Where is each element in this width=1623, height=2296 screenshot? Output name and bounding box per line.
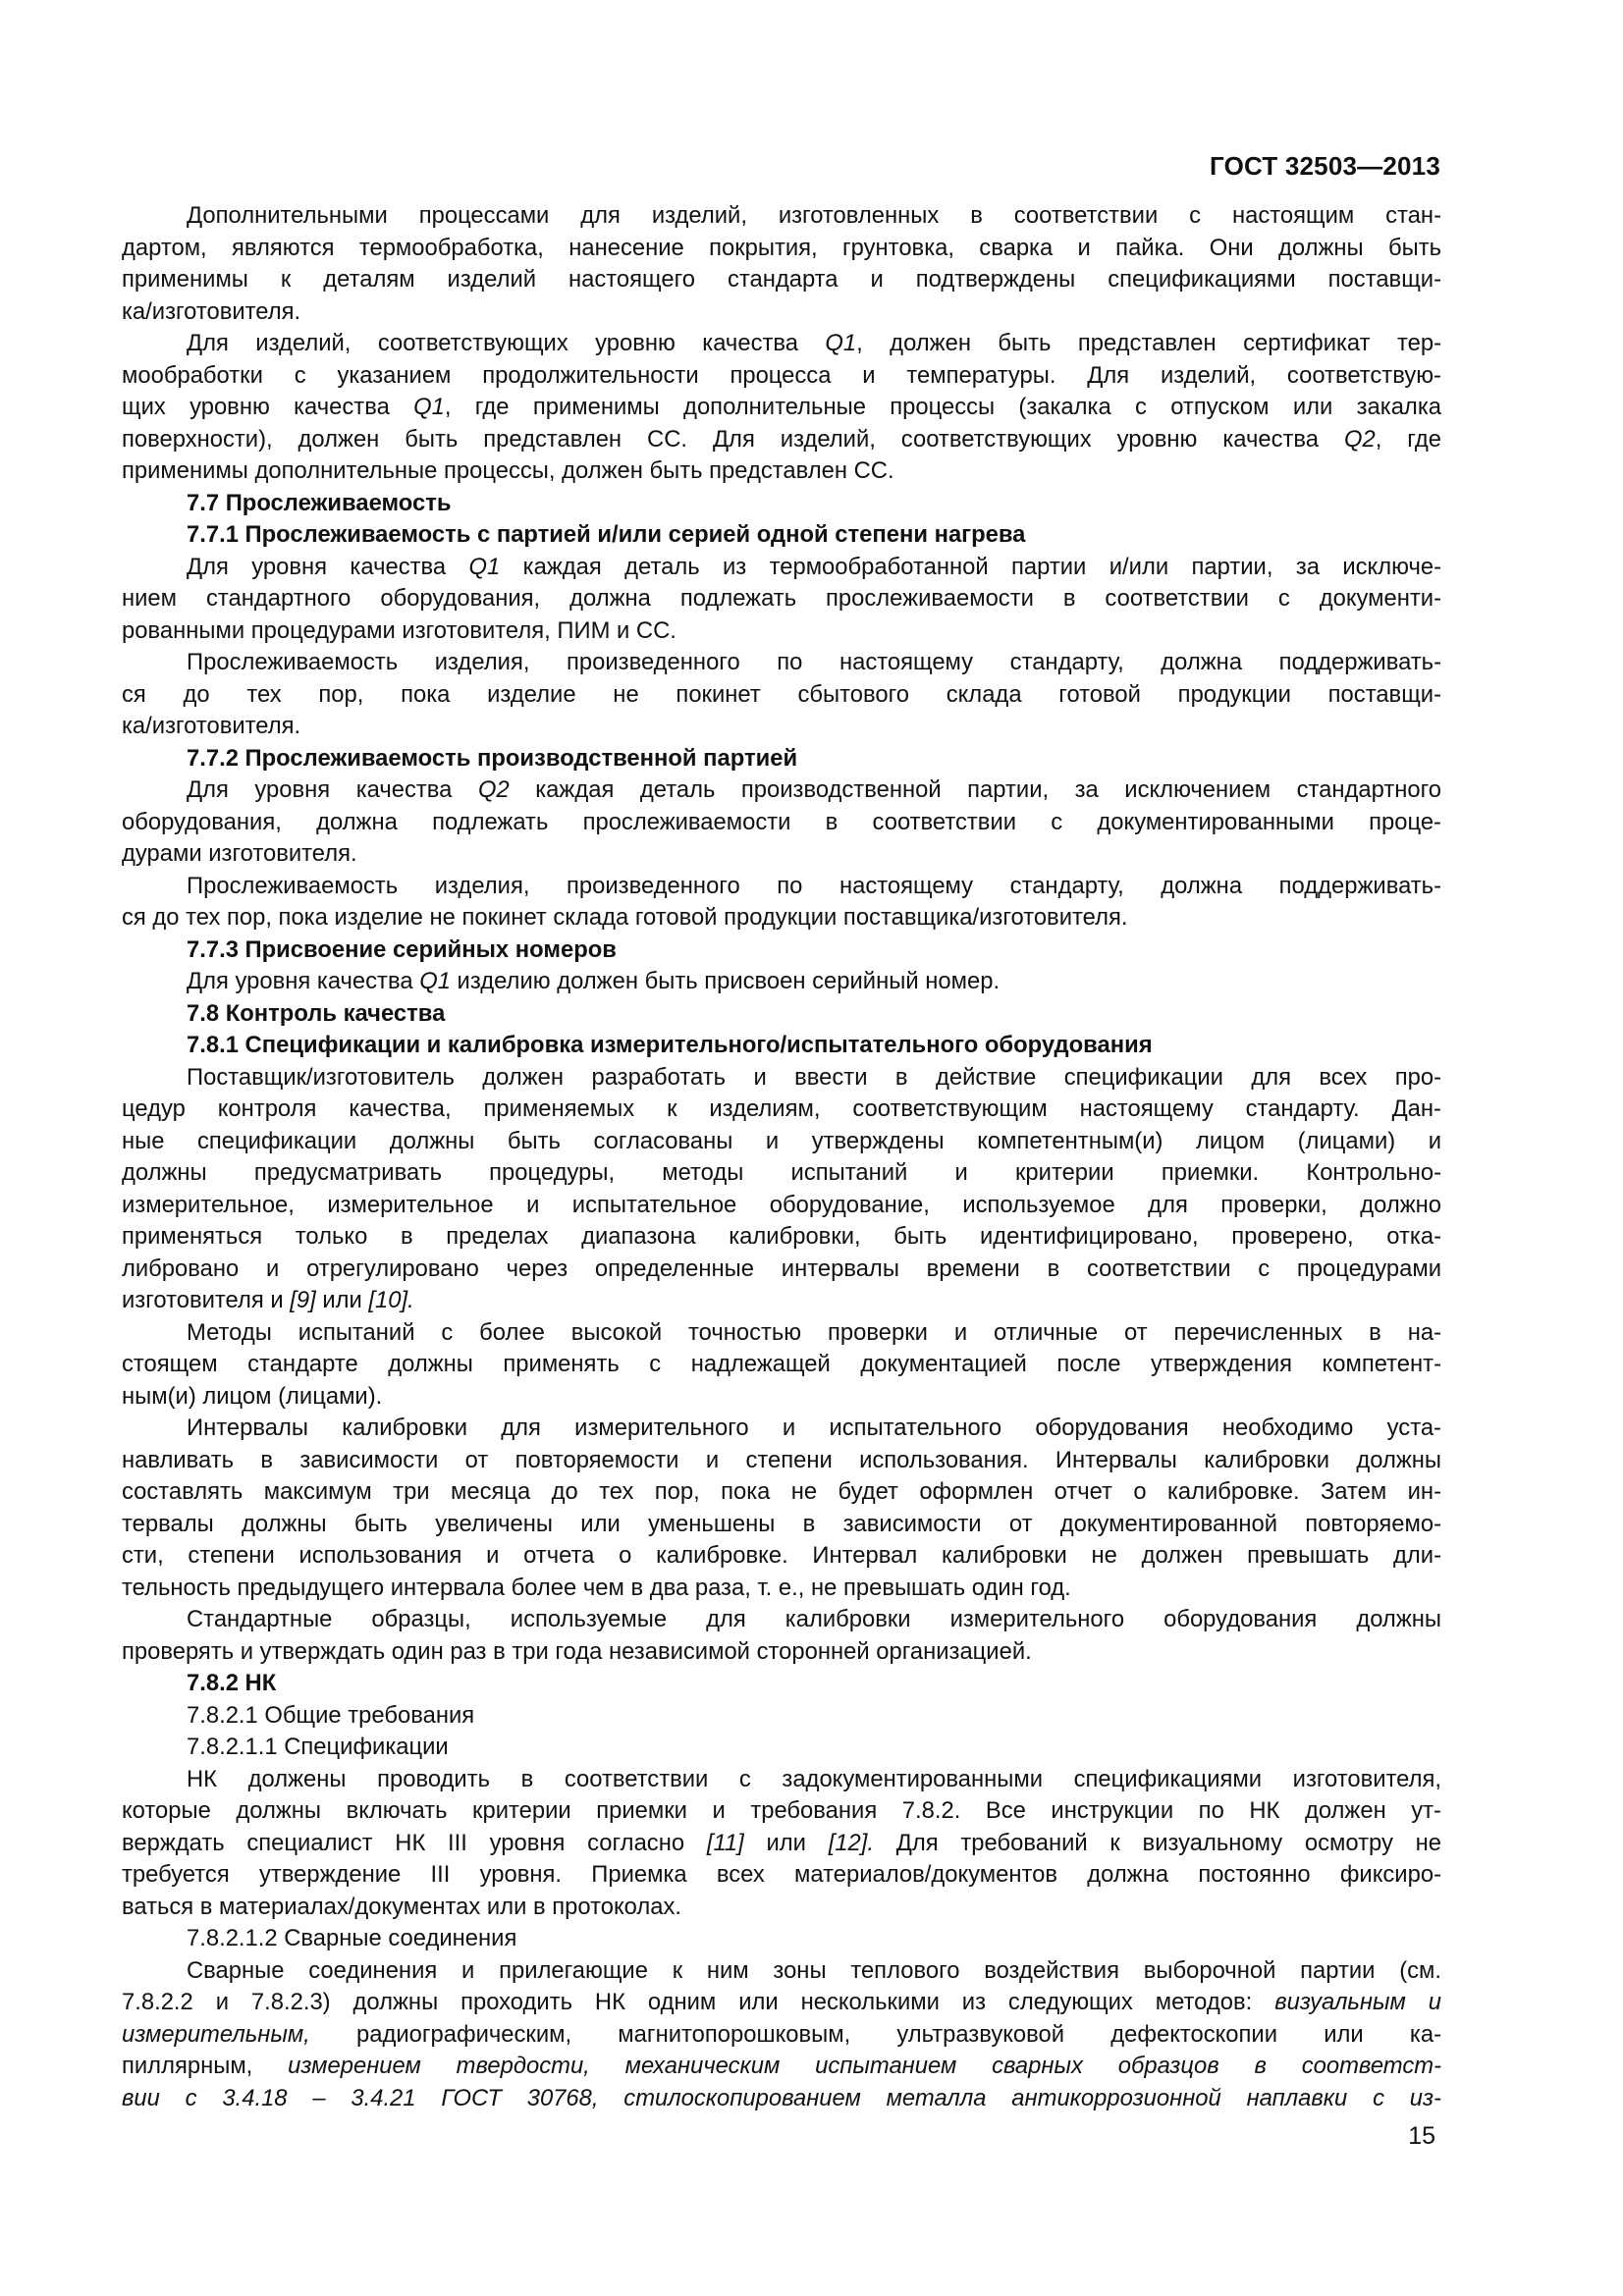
italic-text: вии с 3.4.18 – 3.4.21 ГОСТ 30768, стилоскопированием металла антикоррозионной наплавки с из- [122,2084,1441,2111]
text-span: 7.8.2.1 Общие требования [187,1701,475,1729]
text-line [122,1221,1441,1254]
text-span: Методы испытаний с более высокой точностью проверки и отличные от перечисленных в на- [187,1318,1441,1346]
text-line [122,1604,1441,1636]
text-span: Для уровня качества [187,968,420,994]
text-span: Для уровня качества [187,776,478,803]
text-span: , должен быть представлен сертификат тер- [856,330,1441,356]
text-span: ные спецификации должны быть согласованы и утверждены компетентным(и) лицом (лицами) и [122,1127,1441,1154]
text-span: Дополнительными процессами для изделий, изготовленных в соответствии с настоящим стан- [187,202,1441,229]
text-span: 7.7.1 Прослеживаемость с партией и/или серией одной степени нагрева [187,521,1026,548]
text-line [122,647,1441,679]
text-span: 7.7.3 Присвоение серийных номеров [187,935,617,963]
text-span: каждая деталь производственной партии, за исключением стандартного [509,776,1441,803]
text-span: дурами изготовителя. [122,840,357,867]
text-line [122,2019,1441,2052]
text-line [122,2083,1441,2115]
text-line [122,392,1441,424]
text-line [122,1349,1441,1381]
text-span: каждая деталь из термообработанной партии и/или партии, за исключе- [500,553,1441,580]
text-line [122,1094,1441,1126]
italic-text: Q1 [468,553,501,580]
text-span: , где применимы дополнительные процессы (закалка с отпуском или закалка [444,394,1441,420]
text-line [122,1987,1441,2019]
section-heading-line [122,743,1441,775]
italic-text: [11] [706,1829,744,1856]
text-line [122,296,1441,329]
text-span: поверхности), должен быть представлен СС. Для изделий, соответствующих уровню качества [122,425,1344,453]
text-line [122,1764,1441,1796]
text-span: составлять максимум три месяца до тех пор, пока не будет оформлен отчет о калибровке. Затем ин- [122,1478,1441,1505]
text-span: сти, степени использования и отчета о калибровке. Интервал калибровки не должен превышать дли- [122,1542,1441,1569]
text-span: ным(и) лицом (лицами). [122,1382,383,1410]
document-body [122,200,1441,2114]
text-line [122,1190,1441,1222]
text-span: ваться в материалах/документах или в протоколах. [122,1893,681,1920]
text-line [122,1062,1441,1095]
section-heading-line [122,519,1441,552]
text-span: Сварные соединения и прилегающие к ним зоны теплового воздействия выборочной партии (см. [187,1956,1441,1984]
text-span: 7.8.2 НК [187,1670,277,1696]
text-span: должны предусматривать процедуры, методы испытаний и критерии приемки. Контрольно- [122,1159,1441,1186]
document-id-header: ГОСТ 32503—2013 [1210,151,1440,181]
text-span: применяться только в пределах диапазона калибровки, быть идентифицировано, проверено, отка- [122,1223,1441,1250]
text-line [122,1859,1441,1892]
page-number: 15 [1408,2122,1435,2150]
text-span: мообработки с указанием продолжительности процесса и температуры. Для изделий, соответствую- [122,361,1441,389]
text-span: тельность предыдущего интервала более чем в два раза, т. е., не превышать один год. [122,1574,1071,1601]
text-line [122,200,1441,233]
text-span: 7.8.2.2 и 7.8.2.3) должны проходить НК одним или несколькими из следующих методов: [122,1989,1275,2015]
text-line [122,679,1441,712]
text-span: оборудования, должна подлежать прослеживаемости в соответствии с документированными проце- [122,808,1441,835]
text-line [122,1157,1441,1190]
text-span: Для требований к визуальному осмотру не [874,1829,1441,1856]
text-line [122,807,1441,839]
text-line [122,1955,1441,1988]
text-line [122,1317,1441,1350]
text-span: 7.8 Контроль качества [187,999,446,1027]
italic-text: [12]. [828,1829,875,1856]
text-span: щих уровню качества [122,394,414,420]
italic-text: [10]. [368,1287,414,1313]
text-span: ка/изготовителя. [122,713,301,739]
text-line [122,552,1441,584]
text-line [122,455,1441,488]
text-span: верждать специалист НК III уровня согласно [122,1829,707,1856]
text-span: пиллярным, [122,2053,289,2079]
text-line [122,1636,1441,1669]
text-span: радиографическим, магнитопорошковым, ультразвуковой дефектоскопии или ка- [309,2020,1441,2048]
text-line [122,1892,1441,1924]
italic-text: Q1 [413,394,445,420]
text-line [122,424,1441,456]
text-line [122,1732,1441,1764]
italic-text: Q2 [477,776,510,803]
section-heading-line [122,1030,1441,1062]
italic-text: Q1 [825,330,857,356]
italic-text: [9] [290,1287,316,1313]
italic-text: визуальным и [1274,1989,1441,2015]
text-span: Интервалы калибровки для измерительного и испытательного оборудования необходимо уста- [187,1415,1441,1441]
text-span: цедур контроля качества, применяемых к изделиям, соответствующим настоящему стандарту. Дан- [122,1095,1441,1122]
text-line [122,1795,1441,1828]
text-span: 7.7 Прослеживаемость [187,489,452,516]
text-line [122,1413,1441,1445]
italic-text: измерительным, [122,2020,310,2048]
text-span: 7.7.2 Прослеживаемость производственной партией [187,744,798,772]
section-heading-line [122,998,1441,1031]
text-span: Стандартные образцы, используемые для калибровки измерительного оборудования должны [187,1606,1441,1632]
text-span: Прослеживаемость изделия, произведенного по настоящему стандарту, должна поддерживать- [187,649,1441,675]
text-line [122,1285,1441,1317]
text-line [122,1540,1441,1573]
text-line [122,233,1441,265]
section-heading-line [122,488,1441,520]
text-line [122,1700,1441,1733]
text-span: тервалы должны быть увеличены или уменьшены в зависимости от документированной повторяемо- [122,1510,1441,1537]
text-span: которые должны включать критерии приемки и требования 7.8.2. Все инструкции по НК должен ут- [122,1797,1441,1824]
text-span: ся до тех пор, пока изделие не покинет сбытового склада готовой продукции поставщи- [122,680,1441,708]
text-span: или [315,1287,369,1313]
text-line [122,328,1441,360]
text-span: Прослеживаемость изделия, произведенного по настоящему стандарту, должна поддерживать- [187,872,1441,899]
text-span: ка/изготовителя. [122,297,301,325]
text-line [122,1509,1441,1541]
text-span: проверять и утверждать один раз в три года независимой сторонней организацией. [122,1637,1032,1665]
text-line [122,1445,1441,1477]
text-span: применимы дополнительные процессы, должен быть представлен СС. [122,457,894,484]
text-line [122,966,1441,998]
text-line [122,711,1441,743]
text-span: изготовителя и [122,1287,291,1313]
text-span: измерительное, измерительное и испытательное оборудование, используемое для проверки, должно [122,1191,1441,1218]
text-line [122,1828,1441,1860]
text-line [122,1476,1441,1509]
text-span: либровано и отрегулировано через определенные интервалы времени в соответствии с процедурами [122,1255,1441,1282]
text-line [122,774,1441,807]
text-line [122,1573,1441,1605]
text-span: применимы к деталям изделий настоящего стандарта и подтверждены спецификациями поставщи- [122,266,1441,293]
text-line [122,360,1441,393]
text-span: 7.8.2.1.2 Сварные соединения [187,1925,517,1951]
text-span: изделию должен быть присвоен серийный номер. [450,968,1001,994]
text-span: , где [1375,425,1441,453]
text-span: требуется утверждение III уровня. Приемка всех материалов/документов должна постоянно фиксиро- [122,1861,1441,1888]
text-line [122,583,1441,615]
text-span: Для изделий, соответствующих уровню качества [187,330,826,356]
section-heading-line [122,934,1441,967]
text-line [122,902,1441,934]
text-span: навливать в зависимости от повторяемости и степени использования. Интервалы калибровки должны [122,1446,1441,1473]
text-span: НК должены проводить в соответствии с задокументированными спецификациями изготовителя, [187,1765,1441,1792]
text-span: Для уровня качества [187,553,469,580]
text-span: стоящем стандарте должны применять с надлежащей документацией после утверждения компетент- [122,1351,1441,1377]
text-line [122,615,1441,648]
text-span: ся до тех пор, пока изделие не покинет склада готовой продукции поставщика/изготовителя. [122,904,1128,931]
italic-text: Q1 [419,968,451,994]
text-line [122,838,1441,871]
text-line [122,1126,1441,1158]
text-span: Поставщик/изготовитель должен разработать и ввести в действие спецификации для всех про- [187,1063,1441,1091]
text-span: рованными процедурами изготовителя, ПИМ и СС. [122,616,676,644]
text-line [122,871,1441,903]
text-span: нием стандартного оборудования, должна подлежать прослеживаемости в соответствии с документи- [122,585,1441,612]
text-span: дартом, являются термообработка, нанесение покрытия, грунтовка, сварка и пайка. Они должны быть [122,234,1441,261]
text-line [122,1923,1441,1955]
text-line [122,1254,1441,1286]
text-line [122,2051,1441,2083]
text-span: 7.8.2.1.1 Спецификации [187,1734,449,1760]
text-span: или [743,1829,829,1856]
text-line [122,1381,1441,1414]
text-line [122,264,1441,296]
section-heading-line [122,1668,1441,1700]
text-span: 7.8.1 Спецификации и калибровка измерительного/испытательного оборудования [187,1032,1153,1058]
italic-text: измерением твердости, механическим испытанием сварных образцов в соответст- [288,2053,1441,2079]
italic-text: Q2 [1343,425,1376,453]
